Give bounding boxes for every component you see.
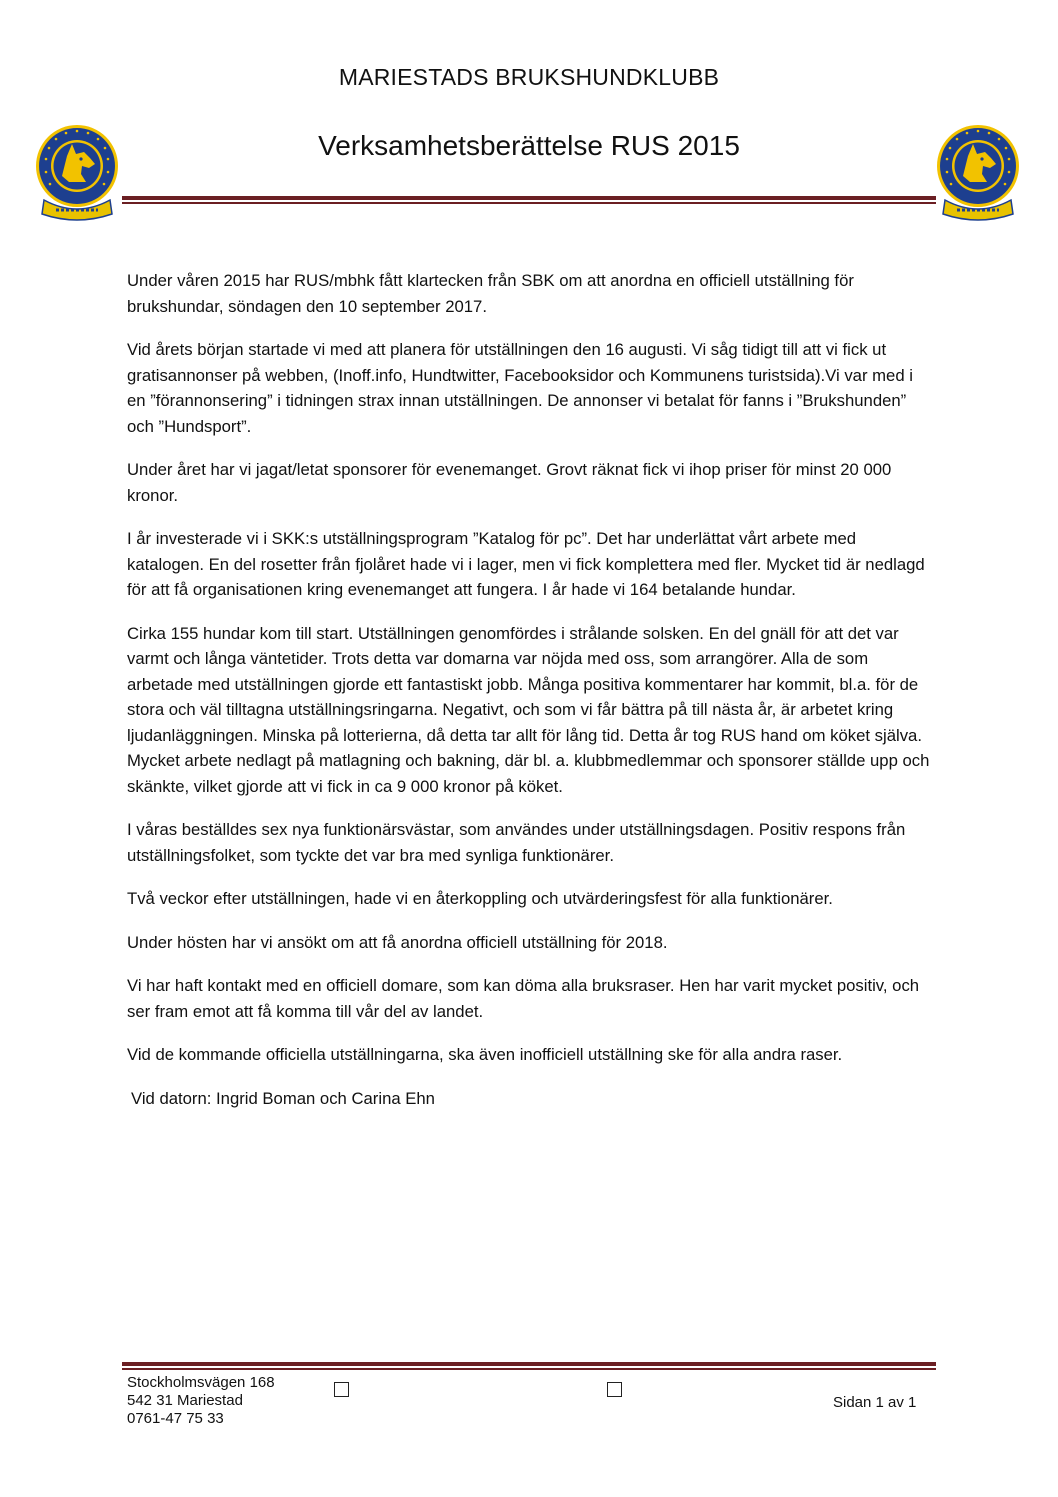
paragraph: I år investerade vi i SKK:s utställningsprogram ”Katalog för pc”. Det har underlättat vårt arbete med katalogen. En del rosetter från fjolåret hade vi i lager, men vi fick komplettera med fler. Mycket tid är nedlagd för att få organisationen kring evenemanget att fungera. I år hade vi 164 betalande hundar. [127, 529, 925, 599]
club-logo-right [935, 122, 1021, 224]
document-body [127, 268, 935, 1129]
paragraph: Under hösten har vi ansökt om att få anordna officiell utställning för 2018. [127, 932, 668, 952]
address-postal: 542 31 Mariestad [127, 1392, 243, 1409]
paragraph: Cirka 155 hundar kom till start. Utställningen genomfördes i strålande solsken. En del gnäll för att det var varmt och långa väntetider. Trots detta var domarna var nöjda med oss, som arrangörer. Alla de som arbetade med utställningen gjorde ett fantastiskt jobb. Många positiva kommentarer har kommit, bl.a. för de stora och väl tilltagna utställningsringarna. Negativt, och som vi får bättra på till nästa år, är arbetet kring ljudanläggningen. Minska på lotterierna, då detta tar allt för lång tid. Detta år tog RUS hand om köket själva. Mycket arbete nedlagt på matlagning och bakning, där bl. a. klubbmedlemmar och sponsorer ställde upp och skänkte, vilket gjorde att vi fick in ca 9 000 kronor på köket. [127, 623, 930, 796]
footer-divider [122, 1362, 936, 1370]
club-logo-left [34, 122, 120, 224]
organization-name: MARIESTADS BRUKSHUNDKLUBB [338, 64, 720, 90]
address-street: Stockholmsvägen 168 [127, 1374, 275, 1391]
phone-number: 0761-47 75 33 [127, 1410, 224, 1427]
signature-line: Vid datorn: Ingrid Boman och Carina Ehn [131, 1088, 435, 1108]
paragraph: Under våren 2015 har RUS/mbhk fått klartecken från SBK om att anordna en officiell utställning för brukshundar, söndagen den 10 september 2017. [127, 271, 854, 316]
checkbox-square-icon [334, 1382, 349, 1397]
header-divider [122, 196, 936, 204]
paragraph: Två veckor efter utställningen, hade vi en återkoppling och utvärderingsfest för alla funktionärer. [127, 889, 833, 908]
paragraph: I våras beställdes sex nya funktionärsvästar, som användes under utställningsdagen. Positiv respons från utställningsfolket, som tyckte det var bra med synliga funktionärer. [127, 820, 906, 865]
paragraph: Vid de kommande officiella utställningarna, ska även inofficiell utställning ske för alla andra raser. [127, 1045, 843, 1064]
checkbox-square-icon [607, 1382, 622, 1397]
page-number: Sidan 1 av 1 [833, 1394, 917, 1411]
paragraph: Vi har haft kontakt med en officiell domare, som kan döma alla bruksraser. Hen har varit mycket positiv, och ser fram emot att få komma till vår del av landet. [127, 976, 920, 1021]
document-title: Verksamhetsberättelse RUS 2015 [318, 130, 740, 161]
page-header [0, 0, 1058, 230]
page-footer [0, 1372, 1058, 1442]
paragraph: Vid årets början startade vi med att planera för utställningen den 16 augusti. Vi såg tidigt till att vi fick ut gratisannonser på webben, (Inoff.info, Hundtwitter, Facebooksidor och Kommunens turistsida).Vi var med i en ”förannonsering” i tidningen strax innan utställningen. De annonser vi betalat för fanns i ”Brukshunden” och ”Hundsport”. [127, 340, 913, 436]
paragraph: Under året har vi jagat/letat sponsorer för evenemanget. Grovt räknat fick vi ihop priser för minst 20 000 kronor. [127, 460, 892, 505]
footer-address [127, 1374, 275, 1428]
